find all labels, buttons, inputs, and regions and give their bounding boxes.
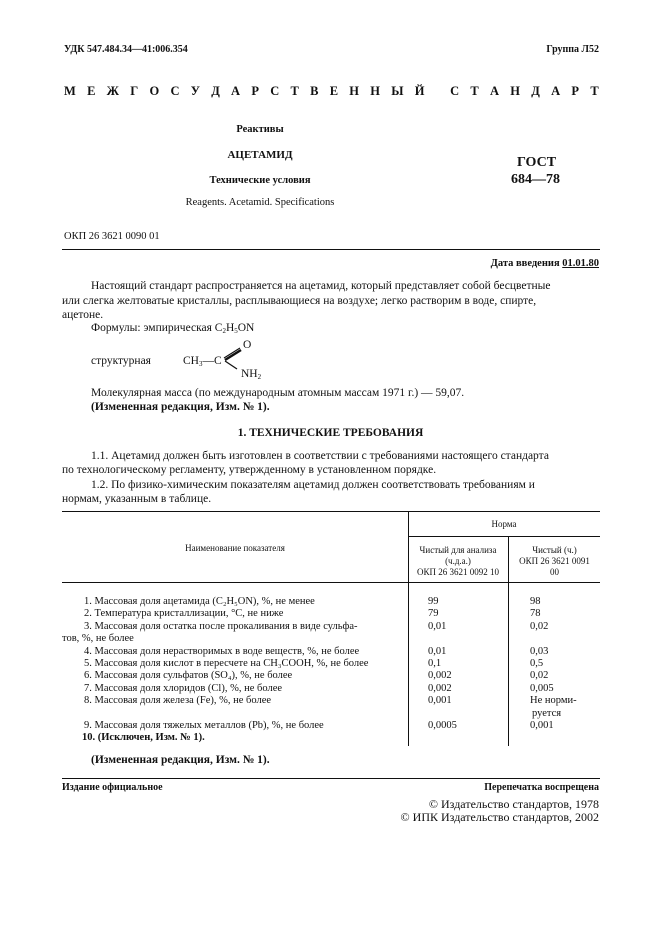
table-col-name: Наименование показателя <box>185 543 285 553</box>
intro-line-2: или слегка желтоватые кристаллы, расплывающиеся на воздухе; легко растворим в воде, спирте, <box>62 295 537 307</box>
table-cell-name: тов, %, не более <box>62 633 134 645</box>
table-col-pure-analysis: Чистый для анализа (ч.д.а.) ОКП 26 3621 0092 10 <box>416 545 499 577</box>
table-cell-pure: 0,001 <box>530 720 554 731</box>
table-cell-name: 3. Массовая доля остатка после прокаливания в виде сульфа- <box>84 620 358 632</box>
banner-letter: С <box>170 84 180 98</box>
table-cell-pure-analysis: 0,1 <box>428 658 442 669</box>
table-cell-name: 9. Массовая доля тяжелых металлов (Pb), %, не более <box>84 720 324 731</box>
section-1-p2-line2: нормам, указанным в таблице. <box>62 493 212 505</box>
okp-code: ОКП 26 3621 0090 01 <box>64 231 160 242</box>
divider <box>62 249 600 250</box>
table-cell-name: 4. Массовая доля нерастворимых в воде веществ, %, не более <box>84 645 360 657</box>
banner-letter: Т <box>290 84 299 98</box>
official-edition: Издание официальное <box>62 782 163 793</box>
banner-letter: Н <box>370 84 380 98</box>
udk-code: УДК 547.484.34—41:006.354 <box>64 44 188 55</box>
intro-revision: (Измененная редакция, Изм. № 1). <box>91 401 270 413</box>
banner-letter: С <box>270 84 280 98</box>
intro-line-1: Настоящий стандарт распространяется на ацетамид, который представляет собой бесцветные <box>91 280 551 292</box>
intro-date <box>491 258 599 269</box>
document-subtitle: Технические условия <box>209 175 311 186</box>
table-cell-pure: руется <box>532 707 562 719</box>
table-cell-pure: 0,02 <box>530 620 549 632</box>
category-title: Реактивы <box>236 124 284 135</box>
table-revision: (Измененная редакция, Изм. № 1). <box>91 754 270 766</box>
table-cell-pure-analysis: 0,0005 <box>428 720 457 731</box>
structural-amine: $NH_2$ <box>241 368 262 381</box>
section-1-p1-line1: 1.1. Ацетамид должен быть изготовлен в соответствии с требованиями настоящего стандарта <box>91 450 549 462</box>
table-top-border <box>62 511 600 512</box>
table-cell-pure: 78 <box>530 608 541 620</box>
banner-letter: М <box>64 84 76 98</box>
table-cell-pure: 0,03 <box>530 645 549 657</box>
table-cell-name: 8. Массовая доля железа (Fe), %, не более <box>84 695 272 707</box>
banner-letter: С <box>450 84 460 98</box>
banner-letter: Н <box>349 84 360 98</box>
gost-label: ГОСТ <box>517 155 557 170</box>
copyright-1978: © Издательство стандартов, 1978 <box>428 797 599 811</box>
table-cell-name: 7. Массовая доля хлоридов (Cl), %, не более <box>84 682 283 694</box>
banner-letter: О <box>149 84 160 98</box>
banner-letter: А <box>490 84 500 98</box>
table-cell-name: 1. Массовая доля ацетамида (C₂H₅ON), %, не менее <box>84 596 315 607</box>
table-cell-pure-analysis: 0,01 <box>428 620 447 632</box>
copyright-2002: © ИПК Издательство стандартов, 2002 <box>400 810 599 824</box>
banner-letter: Р <box>571 84 580 98</box>
gost-number: 684—78 <box>511 172 560 187</box>
table-cell-pure-analysis: 0,001 <box>428 695 452 707</box>
structural-label: структурная <box>91 355 151 367</box>
standard-banner <box>64 84 599 99</box>
banner-letter: Р <box>251 84 259 98</box>
banner-letter: Д <box>531 84 540 98</box>
reprint-notice: Перепечатка воспрещена <box>484 782 599 793</box>
banner-letter: А <box>231 84 241 98</box>
table-cell-name: 6. Массовая доля сульфатов (SO₄), %, не более <box>84 670 293 682</box>
table-cell-pure: 0,5 <box>530 658 544 669</box>
banner-letter: А <box>551 84 561 98</box>
table-cell-pure: 98 <box>530 596 541 607</box>
structural-formula: $CH_3—C$ <box>183 355 222 368</box>
table-cell-name: 10. (Исключен, Изм. № 1). <box>82 732 205 744</box>
molar-mass: Молекулярная масса (по международным атомным массам 1971 г.) — 59,07. <box>91 387 465 399</box>
table-cell-pure: Не норми- <box>530 695 577 707</box>
table-row <box>62 732 600 746</box>
banner-letter: У <box>190 84 200 98</box>
banner-letter: Й <box>414 84 425 98</box>
intro-date-label: Дата введения <box>490 258 560 269</box>
table-col-pure: Чистый (ч.) ОКП 26 3621 0091 00 <box>519 545 590 577</box>
banner-letter: Т <box>470 84 479 98</box>
table-cell-pure-analysis: 0,002 <box>428 670 452 682</box>
table-norm-divider <box>408 536 600 537</box>
banner-letter: Д <box>211 84 220 98</box>
banner-letter <box>436 84 439 99</box>
intro-date-value: 01.01.80 <box>562 258 599 269</box>
table-cell-pure-analysis: 0,01 <box>428 645 447 657</box>
table-header-border <box>62 582 600 583</box>
banner-letter: В <box>310 84 319 98</box>
banner-letter: Г <box>130 84 139 98</box>
structural-oxygen: O <box>243 339 252 351</box>
english-title: Reagents. Acetamid. Specifications <box>185 197 335 208</box>
document-title: АЦЕТАМИД <box>227 149 293 161</box>
table-cell-pure-analysis: 0,002 <box>428 682 452 694</box>
footer-divider <box>62 778 600 779</box>
empirical-formula: Формулы: эмпирическая $C_2H_5ON$ <box>91 322 255 335</box>
banner-letter: Н <box>510 84 521 98</box>
intro-line-3: ацетоне. <box>62 309 104 321</box>
table-cell-name: 2. Температура кристаллизации, °C, не ниже <box>84 608 284 620</box>
table-col-norm: Норма <box>491 519 517 529</box>
table-cell-pure-analysis: 99 <box>428 596 439 607</box>
banner-letter: Ж <box>106 84 120 98</box>
banner-letter: Е <box>329 84 339 98</box>
table-cell-pure: 0,02 <box>530 670 549 682</box>
section-1-title: 1. ТЕХНИЧЕСКИЕ ТРЕБОВАНИЯ <box>237 427 424 439</box>
table-cell-pure-analysis: 79 <box>428 608 439 620</box>
banner-letter: Е <box>87 84 96 98</box>
table-cell-name: 5. Массовая доля кислот в пересчете на CH₃COOH, %, не более <box>84 658 369 669</box>
group-code: Группа Л52 <box>546 44 599 55</box>
banner-letter: Ы <box>391 84 404 98</box>
section-1-p1-line2: по технологическому регламенту, утвержденному в установленном порядке. <box>62 464 437 476</box>
section-1-p2-line1: 1.2. По физико-химическим показателям ацетамид должен соответствовать требованиям и <box>91 479 535 491</box>
banner-letter: Т <box>590 84 599 98</box>
table-cell-pure: 0,005 <box>530 682 554 694</box>
